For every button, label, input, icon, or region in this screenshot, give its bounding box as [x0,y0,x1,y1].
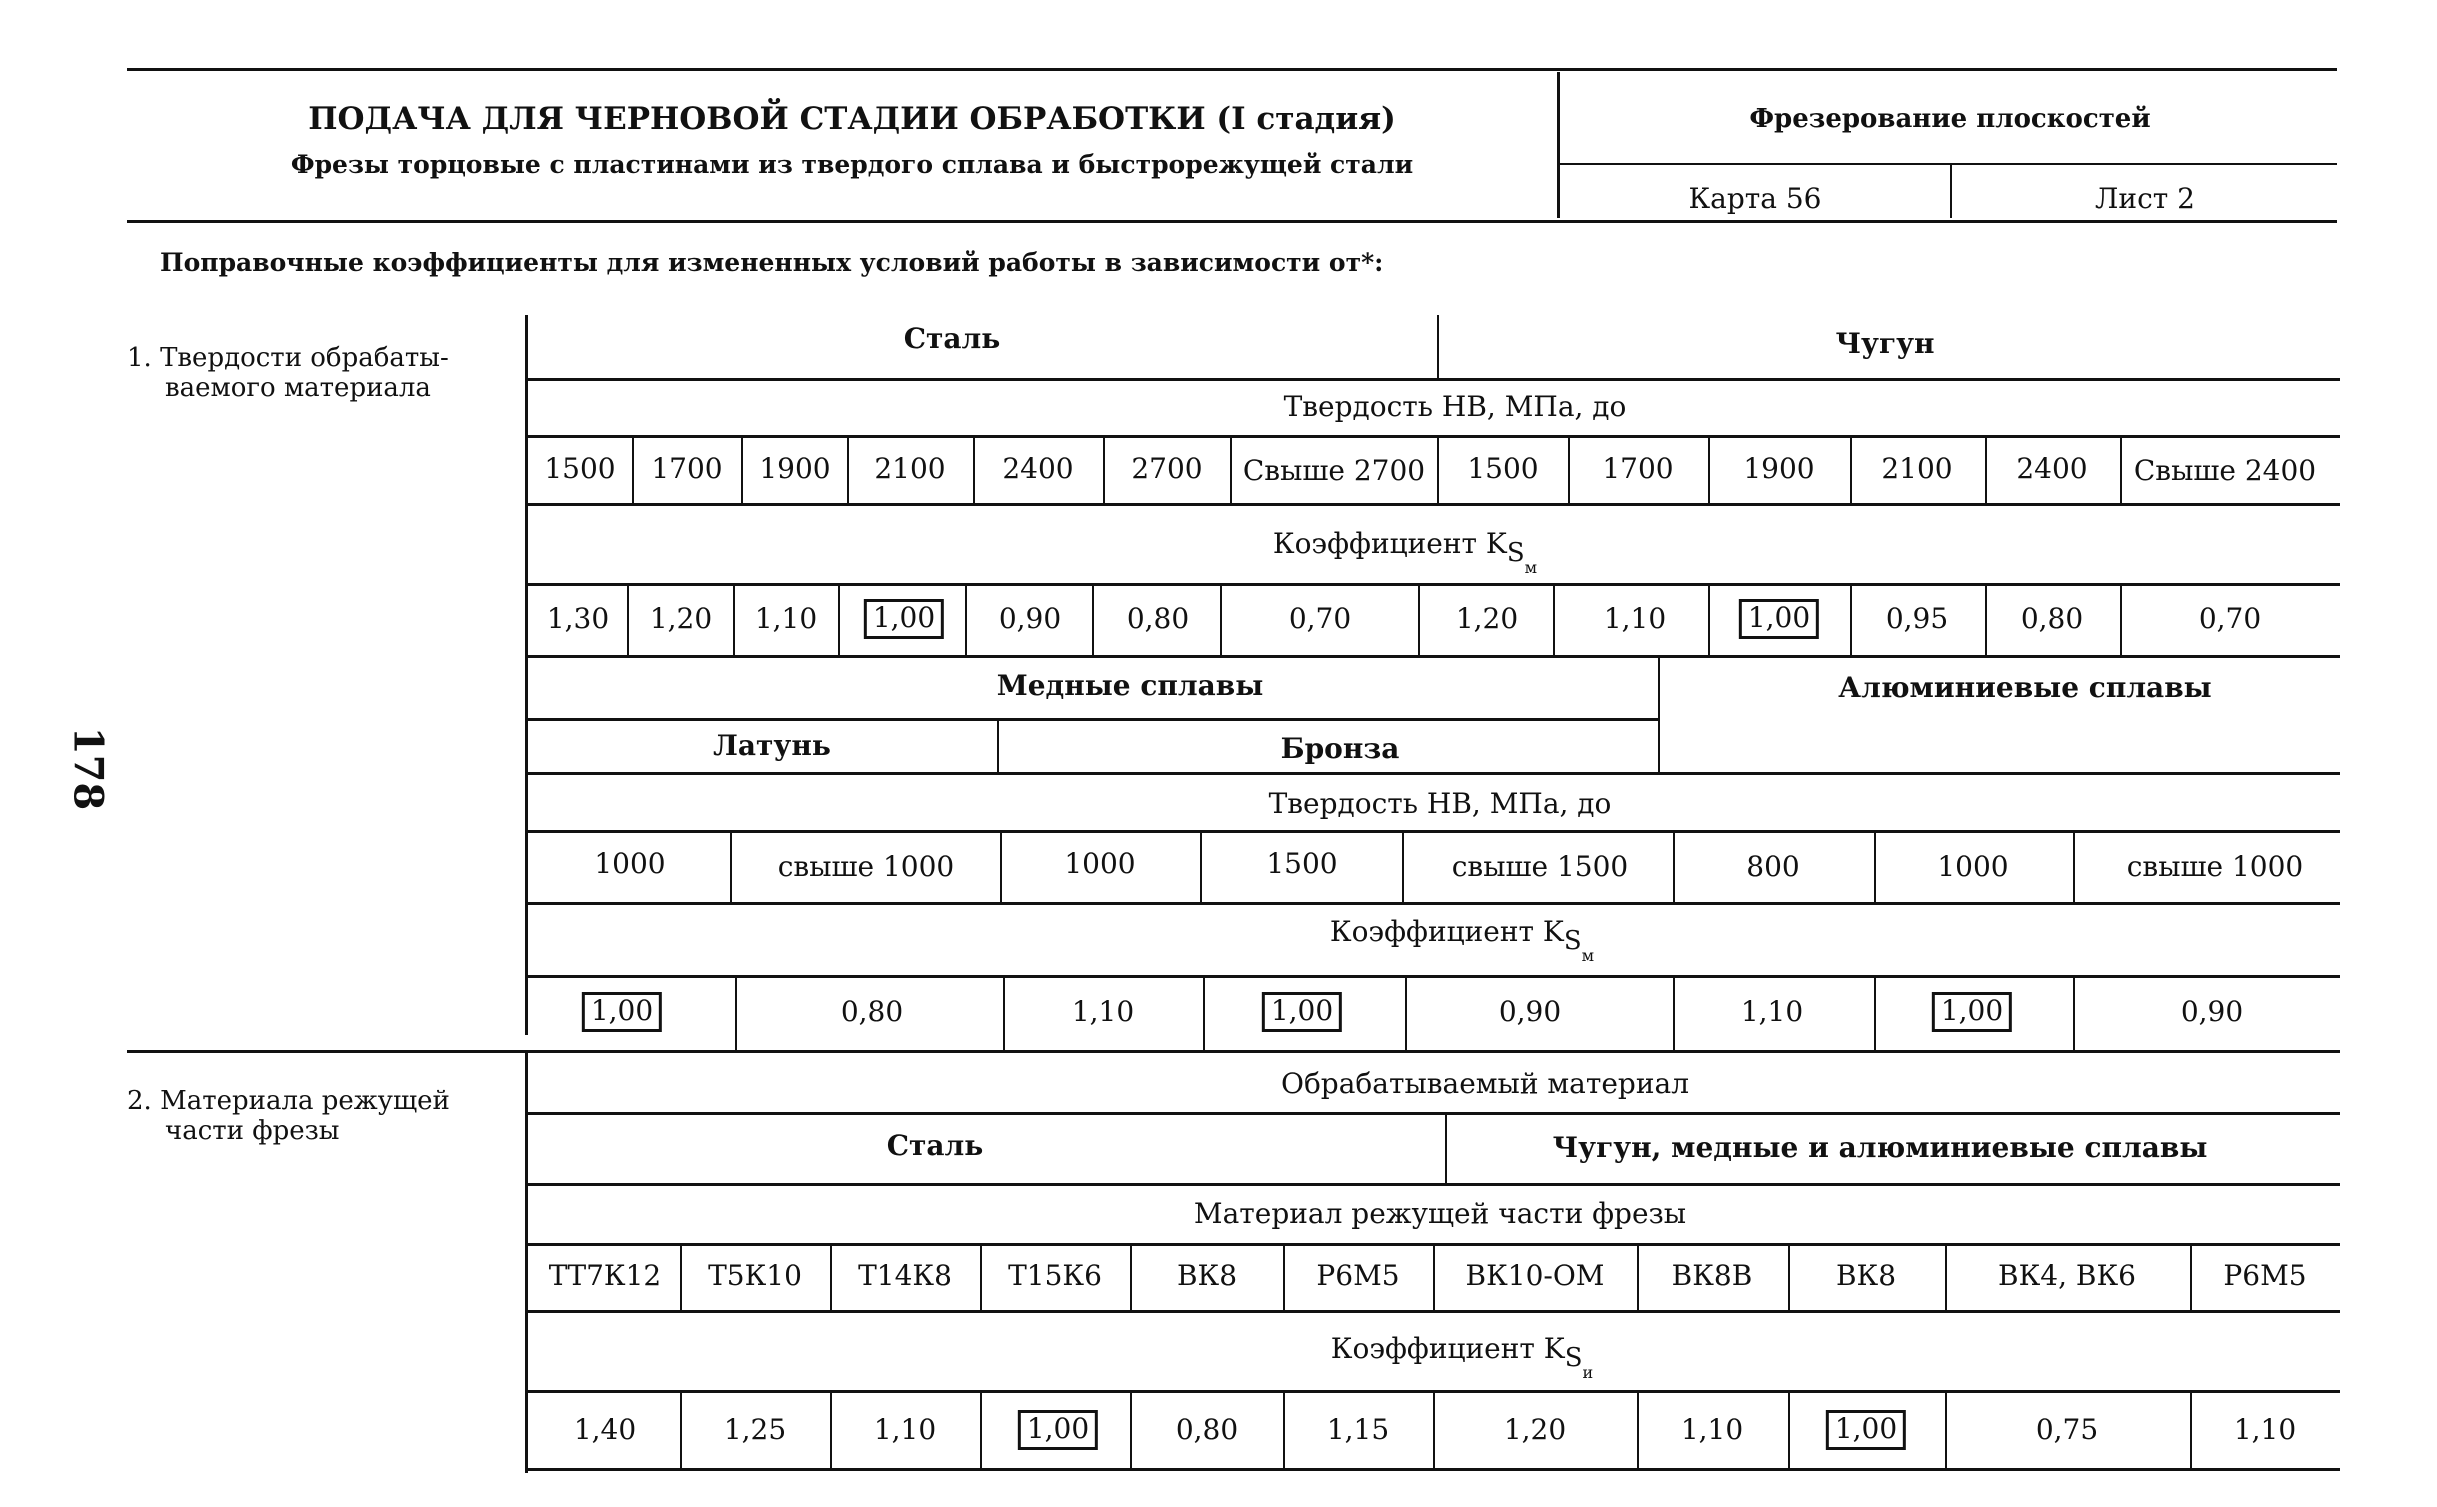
rule [528,583,2340,586]
rule [525,1053,528,1473]
rule [2190,1393,2192,1468]
rule [528,378,2340,381]
hardness-value: 2700 [1131,452,1203,485]
rule [627,586,629,655]
hardness-value: 1000 [1937,850,2009,883]
rule [680,1393,682,1468]
coefficient-value: 0,90 [2180,995,2244,1028]
rule [528,1310,2340,1313]
rule [1283,1393,1285,1468]
rule [525,315,528,1035]
hardness-value: свыше 1000 [777,850,955,883]
hardness-value: свыше 1000 [2126,850,2304,883]
coefficient-value: 0,70 [1288,602,1352,635]
rule [528,830,2340,833]
tool-material: ВК10-ОМ [1465,1259,1605,1292]
coefficient-value: 0,95 [1885,602,1949,635]
rule [1850,438,1852,503]
coefficient-value: 0,80 [840,995,904,1028]
coefficient-subsubscript: м [1524,558,1538,577]
coefficient-label: Коэффициент K [1330,1332,1565,1365]
coefficient-value: 1,30 [546,602,610,635]
coefficient-value: 1,20 [649,602,713,635]
rule [1437,315,1439,379]
hardness-value: 1700 [651,452,723,485]
rule [528,1468,2340,1471]
rule [1568,438,1570,503]
rule [1092,586,1094,655]
coefficient-value: 1,10 [1071,995,1135,1028]
cast-iron-heading: Чугун [1835,327,1935,360]
hardness-value: свыше 1500 [1451,850,1629,883]
coefficient-value: 1,10 [1603,602,1667,635]
rule [1658,658,1660,773]
hardness-value: 800 [1746,850,1800,883]
hardness-value: 2100 [1881,452,1953,485]
rule [1708,586,1710,655]
coefficient-value: 1,25 [723,1413,787,1446]
rule [1433,1246,1435,1310]
section2-label: части фрезы [165,1116,340,1146]
rule [1637,1393,1639,1468]
rule [528,1112,2340,1115]
operation-label: Фрезерование плоскостей [1749,104,2151,134]
cast-iron-copper-aluminium-heading: Чугун, медные и алюминиевые сплавы [1552,1131,2208,1164]
rule [1557,72,1560,218]
coefficient-value: 0,80 [2020,602,2084,635]
tool-material: Т15К6 [1008,1259,1102,1292]
hardness-heading: Твердость НВ, МПа, до [1268,787,1612,820]
rule [965,586,967,655]
rule [1788,1246,1790,1310]
hardness-value: 1900 [1743,452,1815,485]
rule [741,438,743,503]
rule [127,220,2337,223]
section2-label: 2. Материала режущей [127,1086,450,1116]
tool-material: Т14К8 [858,1259,952,1292]
rule [528,435,2340,438]
rule [1402,833,1404,902]
rule [1985,438,1987,503]
hardness-value: 1700 [1602,452,1674,485]
coefficient-value-base: 1,00 [1262,992,1342,1032]
rule [997,721,999,773]
rule [980,1393,982,1468]
rule [1874,978,1876,1050]
rule [1945,1393,1947,1468]
rule [1673,833,1675,902]
steel-heading: Сталь [903,322,1001,355]
coefficient-heading [1272,527,1538,577]
rule [1203,978,1205,1050]
doc-title: ПОДАЧА ДЛЯ ЧЕРНОВОЙ СТАДИИ ОБРАБОТКИ (I стадия) [308,101,1396,137]
coefficient-label: Коэффициент K [1329,915,1564,948]
hardness-value: 2400 [2016,452,2088,485]
rule [528,655,2340,658]
rule [1130,1246,1132,1310]
rule [1103,438,1105,503]
coefficient-value: 1,10 [754,602,818,635]
rule [1130,1393,1132,1468]
coefficient-subscript: S [1564,1343,1583,1373]
rule [127,1050,2340,1053]
rule [730,833,732,902]
hardness-value: 1500 [1266,847,1338,880]
rule [980,1246,982,1310]
coefficient-value: 1,10 [2233,1413,2297,1446]
rule [1874,833,1876,902]
card-number: Карта 56 [1688,182,1822,215]
hardness-value: 1000 [1064,847,1136,880]
tool-material: Т5К10 [708,1259,802,1292]
rule [632,438,634,503]
rule [1637,1246,1639,1310]
rule [1418,586,1420,655]
rule [1985,586,1987,655]
brass-heading: Латунь [713,729,831,762]
coefficient-subscript: S [1506,538,1525,568]
rule [1003,978,1005,1050]
coefficient-subsubscript: м [1581,946,1595,965]
coefficient-value: 0,75 [2035,1413,2099,1446]
hardness-value: 1500 [1467,452,1539,485]
hardness-value: 2400 [1002,452,1074,485]
rule [528,902,2340,905]
rule [838,586,840,655]
coefficient-value-base: 1,00 [1826,1410,1906,1450]
section1-label: 1. Твердости обрабаты- [127,343,449,373]
coefficient-subscript: S [1563,926,1582,956]
tool-material: ВК8В [1671,1259,1753,1292]
tool-material-heading: Материал режущей части фрезы [1193,1197,1687,1230]
coefficient-value: 1,10 [1740,995,1804,1028]
rule [528,1183,2340,1186]
coefficient-subsubscript: и [1582,1363,1594,1382]
hardness-value: 1500 [544,452,616,485]
coefficient-heading [1330,1332,1594,1382]
rule [1405,978,1407,1050]
doc-subtitle: Фрезы торцовые с пластинами из твердого сплава и быстрорежущей стали [290,150,1414,179]
rule [735,978,737,1050]
tool-material: ВК8 [1835,1259,1897,1292]
rule [1000,833,1002,902]
coefficient-label: Коэффициент K [1272,527,1507,560]
rule [1673,978,1675,1050]
rule [2190,1246,2192,1310]
rule [528,503,2340,506]
hardness-value: 1000 [594,847,666,880]
rule [1945,1246,1947,1310]
rule [2073,833,2075,902]
rule [1560,163,2337,165]
coefficient-value: 0,80 [1175,1413,1239,1446]
copper-alloys-heading: Медные сплавы [996,669,1264,702]
tool-material: ВК4, ВК6 [1998,1259,2136,1292]
rule [1950,165,1952,218]
coefficient-value: 0,70 [2198,602,2262,635]
coefficient-value: 1,20 [1503,1413,1567,1446]
coefficient-value-base: 1,00 [1932,992,2012,1032]
sheet-number: Лист 2 [2095,182,2195,215]
coefficient-value-base: 1,00 [1739,599,1819,639]
rule [1708,438,1710,503]
page-number: 178 [64,726,112,811]
rule [1788,1393,1790,1468]
coefficient-value: 1,40 [573,1413,637,1446]
steel-heading: Сталь [886,1129,984,1162]
rule [1850,586,1852,655]
coefficient-value: 0,90 [1498,995,1562,1028]
hardness-value: 2100 [874,452,946,485]
coefficient-value: 1,15 [1326,1413,1390,1446]
rule [528,718,1658,721]
tool-material: ТТ7К12 [548,1259,662,1292]
coefficient-heading [1329,915,1595,965]
hardness-value: Свыше 2400 [2133,454,2317,487]
rule [680,1246,682,1310]
bronze-heading: Бронза [1280,732,1400,765]
rule [2120,586,2122,655]
rule [1230,438,1232,503]
rule [1437,438,1439,503]
rule [1200,833,1202,902]
rule [528,772,2340,775]
processed-material-heading: Обрабатываемый материал [1280,1067,1690,1100]
rule [1553,586,1555,655]
aluminium-alloys-heading: Алюминиевые сплавы [1838,671,2212,704]
rule [1445,1115,1447,1183]
coefficient-value: 1,20 [1455,602,1519,635]
coefficient-value: 1,10 [1680,1413,1744,1446]
coefficient-value-base: 1,00 [582,992,662,1032]
intro-text: Поправочные коэффициенты для измененных условий работы в зависимости от*: [160,248,1384,277]
coefficient-value: 0,80 [1126,602,1190,635]
rule [1433,1393,1435,1468]
rule [847,438,849,503]
hardness-value: 1900 [759,452,831,485]
tool-material: ВК8 [1176,1259,1238,1292]
hardness-value: Свыше 2700 [1242,454,1426,487]
tool-material: Р6М5 [2223,1259,2307,1292]
rule [1220,586,1222,655]
rule [973,438,975,503]
coefficient-value: 0,90 [998,602,1062,635]
rule [127,68,2337,71]
rule [830,1393,832,1468]
rule [830,1246,832,1310]
rule [2120,438,2122,503]
rule [528,975,2340,978]
coefficient-value-base: 1,00 [864,599,944,639]
hardness-heading: Твердость НВ, МПа, до [1283,390,1627,423]
rule [733,586,735,655]
rule [1283,1246,1285,1310]
coefficient-value: 1,10 [873,1413,937,1446]
section1-label: ваемого материала [165,373,431,403]
rule [2073,978,2075,1050]
tool-material: Р6М5 [1316,1259,1400,1292]
coefficient-value-base: 1,00 [1018,1410,1098,1450]
